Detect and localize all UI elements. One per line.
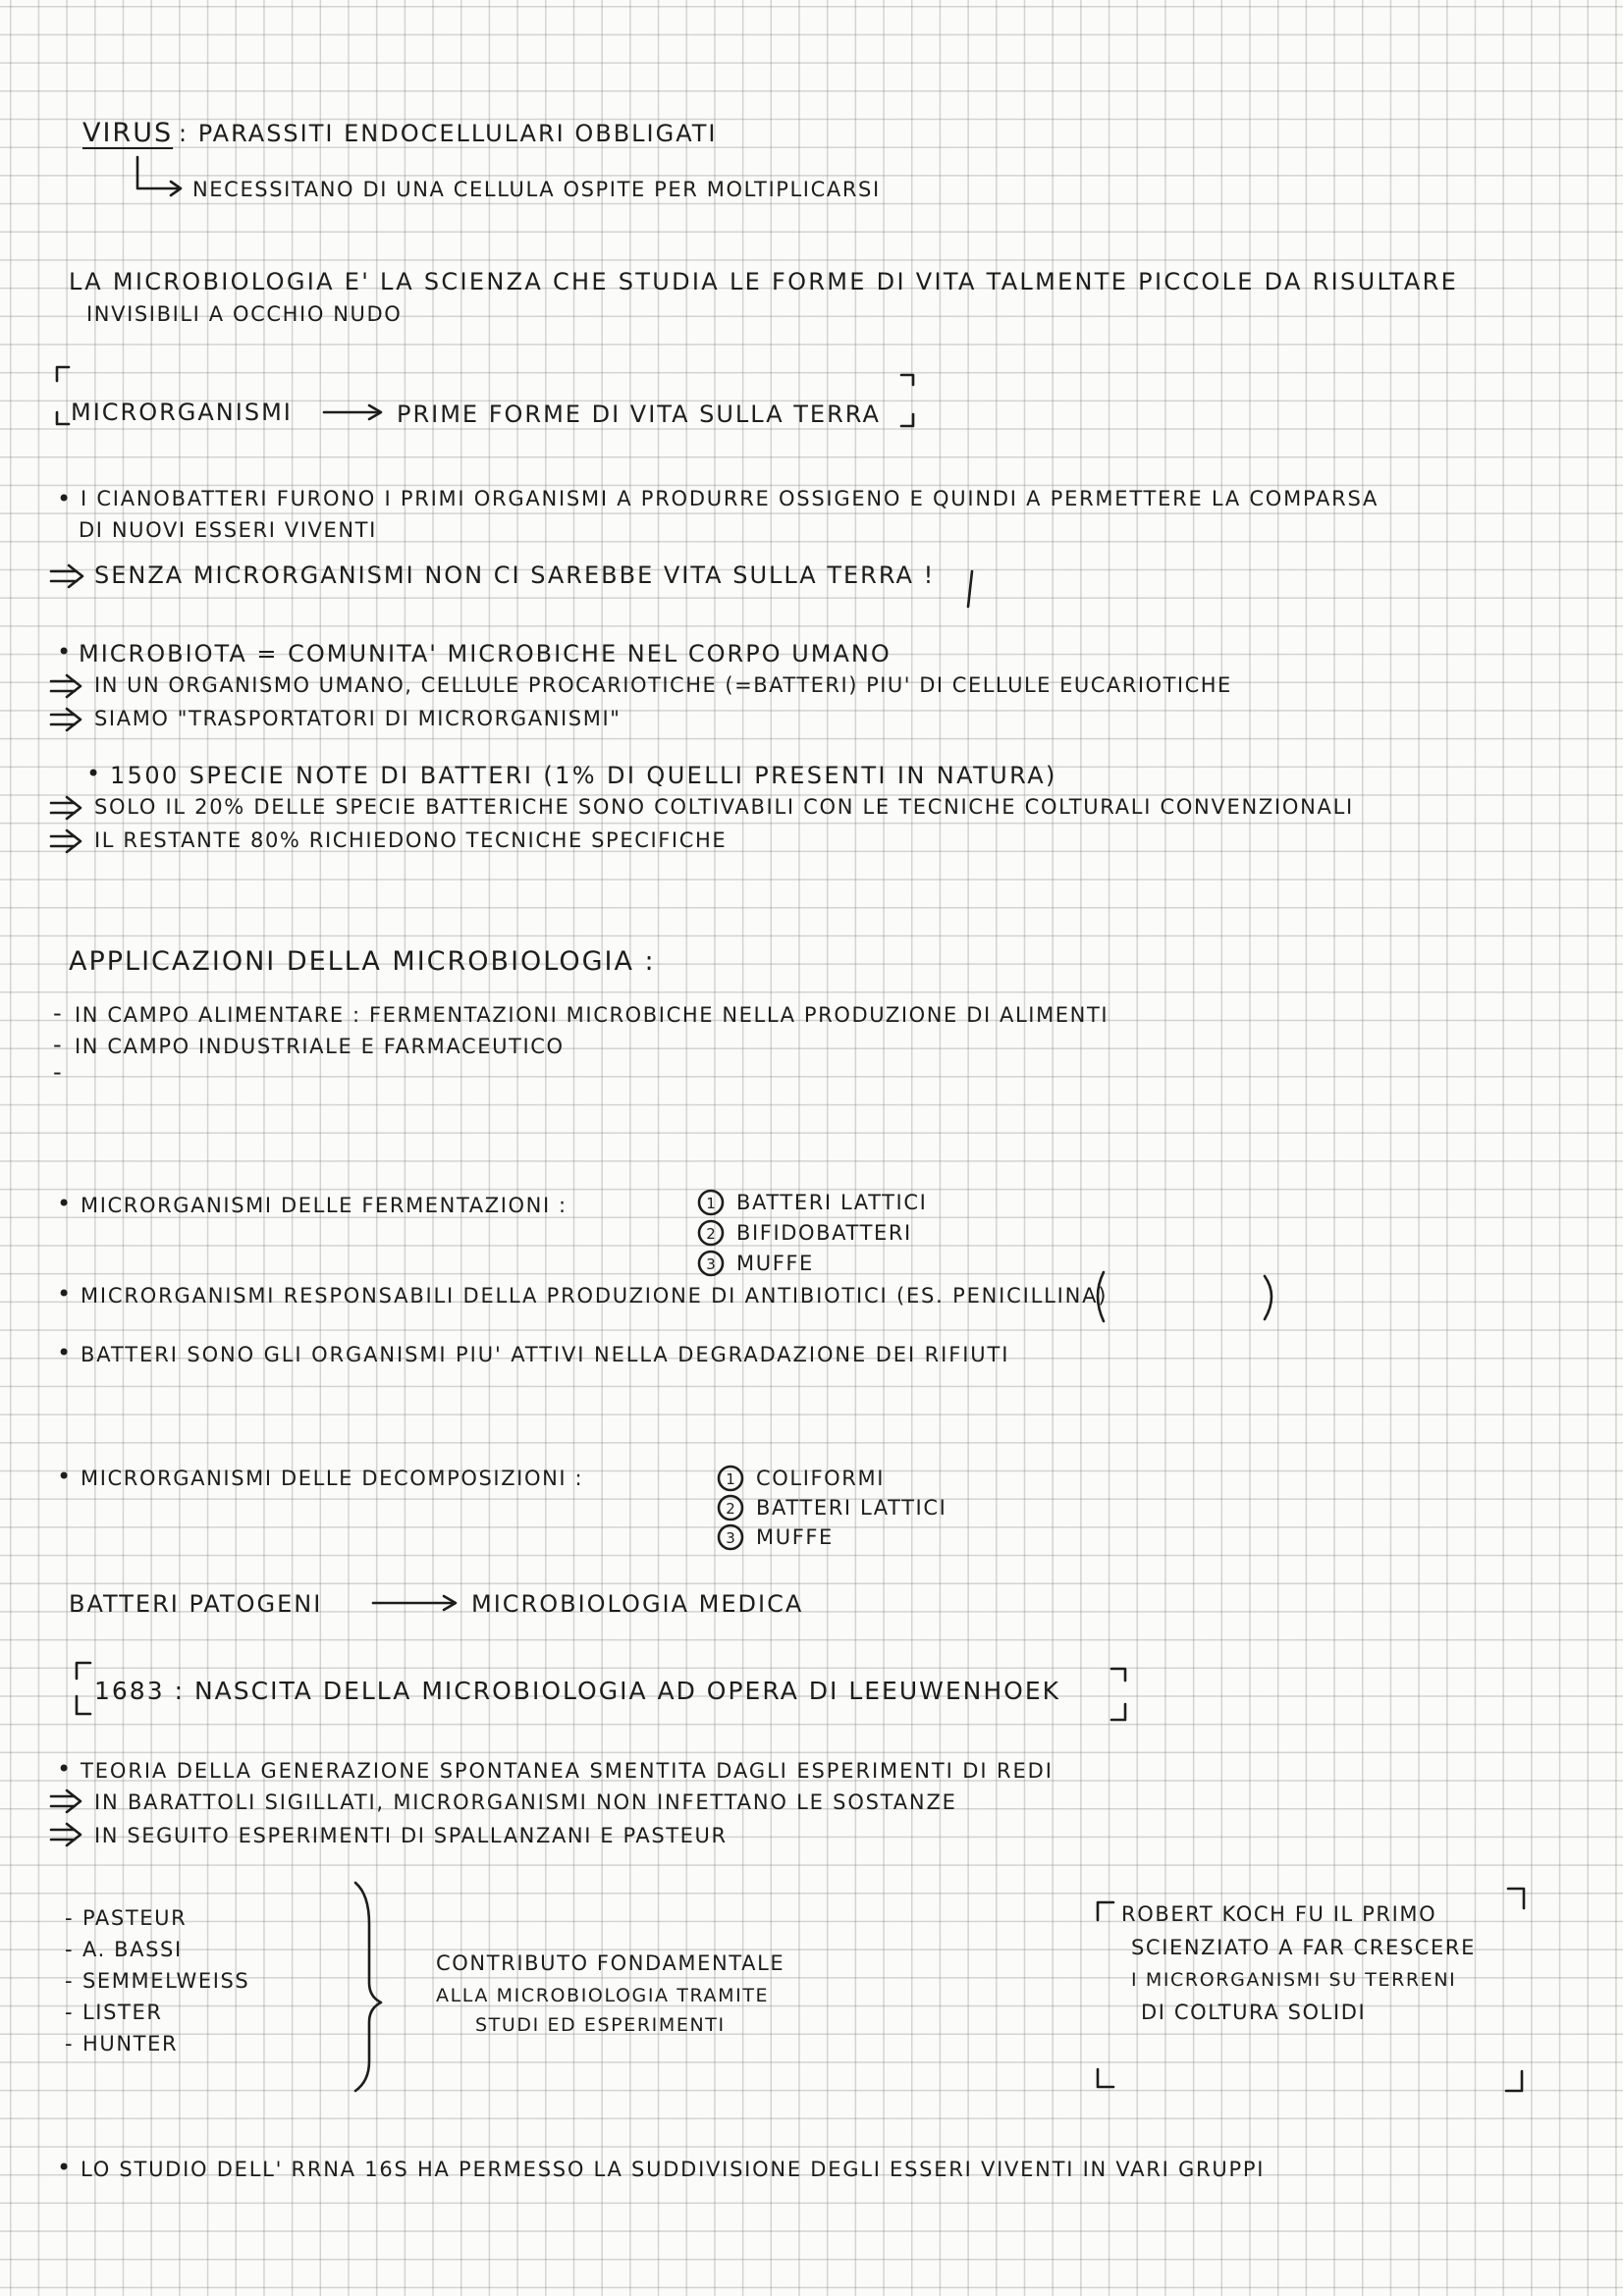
scientist-name: HUNTER (82, 2032, 179, 2056)
koch-line-2: SCIENZIATO A FAR CRESCERE (1131, 1936, 1476, 1959)
patogeni-label: BATTERI PATOGENI (69, 1590, 323, 1618)
decomposizioni-item-3: MUFFE (756, 1525, 834, 1549)
svg-text:1: 1 (726, 1470, 735, 1488)
antibiotici-line: MICRORGANISMI RESPONSABILI DELLA PRODUZIONE DI ANTIBIOTICI (ES. PENICILLINA) (81, 1284, 1109, 1308)
koch-line-1: ROBERT KOCH FU IL PRIMO (1121, 1902, 1437, 1926)
microbiota-line-1: MICROBIOTA = COMUNITA' MICROBICHE NEL CORPO UMANO (79, 640, 892, 667)
dash: - (65, 1906, 75, 1930)
dash: - (65, 1938, 75, 1961)
scientist-name: SEMMELWEISS (82, 1969, 250, 1993)
nascita-line: 1683 : NASCITA DELLA MICROBIOLOGIA AD OPERA DI LEEUWENHOEK (94, 1677, 1061, 1705)
bullet: • (57, 485, 74, 512)
bullet: • (57, 2154, 74, 2181)
specie-line-2: SOLO IL 20% DELLE SPECIE BATTERICHE SONO COLTIVABILI CON LE TECNICHE COLTURALI CONVENZIONALI (94, 795, 1354, 819)
dash: - (65, 1969, 75, 1993)
koch-line-4: DI COLTURA SOLIDI (1141, 2001, 1367, 2024)
bullet: • (86, 760, 103, 787)
dash: - (65, 2001, 75, 2024)
virus-definition: : PARASSITI ENDOCELLULARI OBBLIGATI (179, 120, 718, 147)
cianobatteri-line-3: SENZA MICRORGANISMI NON CI SAREBBE VITA SULLA TERRA ! (94, 561, 936, 589)
bullet: • (57, 1755, 74, 1783)
teoria-line-3: IN SEGUITO ESPERIMENTI DI SPALLANZANI E PASTEUR (94, 1824, 728, 1847)
specie-line-1: 1500 SPECIE NOTE DI BATTERI (1% DI QUELLI PRESENTI IN NATURA) (110, 762, 1057, 789)
svg-text:3: 3 (726, 1529, 735, 1547)
prime-forme-label: PRIME FORME DI VITA SULLA TERRA (397, 400, 881, 428)
contributo-line-3: STUDI ED ESPERIMENTI (475, 2014, 726, 2036)
svg-text:1: 1 (706, 1195, 716, 1212)
cianobatteri-line-1: I CIANOBATTERI FURONO I PRIMI ORGANISMI A PRODURRE OSSIGENO E QUINDI A PERMETTERE LA COMPARSA (81, 487, 1380, 510)
svg-text:2: 2 (706, 1225, 716, 1243)
svg-text:3: 3 (706, 1255, 716, 1273)
dash: - (53, 999, 64, 1027)
dash: - (53, 1031, 64, 1058)
scientist-name: LISTER (82, 2001, 163, 2024)
microrganismi-label: MICRORGANISMI (71, 399, 293, 426)
bullet: • (57, 1280, 74, 1308)
teoria-line-2: IN BARATTOLI SIGILLATI, MICRORGANISMI NON INFETTANO LE SOSTANZE (94, 1790, 957, 1814)
decomposizioni-item-1: COLIFORMI (756, 1467, 885, 1490)
applicazioni-item-2: IN CAMPO INDUSTRIALE E FARMACEUTICO (75, 1035, 565, 1058)
cianobatteri-line-2: DI NUOVI ESSERI VIVENTI (79, 518, 377, 542)
svg-text:2: 2 (726, 1500, 735, 1518)
microbiologia-medica-label: MICROBIOLOGIA MEDICA (471, 1590, 804, 1618)
virus-note: NECESSITANO DI UNA CELLULA OSPITE PER MOLTIPLICARSI (192, 178, 881, 201)
microbiota-line-3: SIAMO "TRASPORTATORI DI MICRORGANISMI" (94, 707, 622, 730)
scientist-name: A. BASSI (82, 1938, 183, 1961)
decomposizioni-label: MICRORGANISMI DELLE DECOMPOSIZIONI : (81, 1467, 584, 1490)
applicazioni-title: APPLICAZIONI DELLA MICROBIOLOGIA : (69, 946, 656, 977)
bullet: • (57, 1339, 74, 1366)
rrna-line: LO STUDIO DELL' RRNA 16S HA PERMESSO LA SUDDIVISIONE DEGLI ESSERI VIVENTI IN VARI GRUPPI (81, 2158, 1266, 2181)
scientist-name: PASTEUR (82, 1906, 188, 1930)
fermentazioni-item-1: BATTERI LATTICI (736, 1191, 928, 1214)
dash: - (65, 2032, 75, 2056)
contributo-line-2: ALLA MICROBIOLOGIA TRAMITE (436, 1985, 770, 2006)
rifiuti-line: BATTERI SONO GLI ORGANISMI PIU' ATTIVI NELLA DEGRADAZIONE DEI RIFIUTI (81, 1343, 1010, 1366)
bullet: • (57, 1463, 74, 1490)
intro-line-1: LA MICROBIOLOGIA E' LA SCIENZA CHE STUDIA LE FORME DI VITA TALMENTE PICCOLE DA RISULTARE (69, 268, 1459, 295)
intro-line-2: INVISIBILI A OCCHIO NUDO (86, 302, 403, 326)
virus-title: VIRUS (82, 118, 174, 148)
applicazioni-item-1: IN CAMPO ALIMENTARE : FERMENTAZIONI MICROBICHE NELLA PRODUZIONE DI ALIMENTI (75, 1003, 1109, 1027)
teoria-line-1: TEORIA DELLA GENERAZIONE SPONTANEA SMENTITA DAGLI ESPERIMENTI DI REDI (81, 1759, 1054, 1783)
bullet: • (57, 1190, 74, 1217)
dash: - (53, 1058, 64, 1086)
decomposizioni-item-2: BATTERI LATTICI (756, 1496, 947, 1520)
bullet: • (57, 638, 74, 666)
specie-line-3: IL RESTANTE 80% RICHIEDONO TECNICHE SPECIFICHE (94, 828, 728, 852)
microbiota-line-2: IN UN ORGANISMO UMANO, CELLULE PROCARIOTICHE (=BATTERI) PIU' DI CELLULE EUCARIOTICHE (94, 673, 1232, 697)
koch-line-3: I MICRORGANISMI SU TERRENI (1131, 1969, 1457, 1991)
contributo-line-1: CONTRIBUTO FONDAMENTALE (436, 1951, 785, 1975)
fermentazioni-item-3: MUFFE (736, 1252, 814, 1275)
fermentazioni-item-2: BIFIDOBATTERI (736, 1221, 912, 1245)
fermentazioni-label: MICRORGANISMI DELLE FERMENTAZIONI : (81, 1194, 568, 1217)
